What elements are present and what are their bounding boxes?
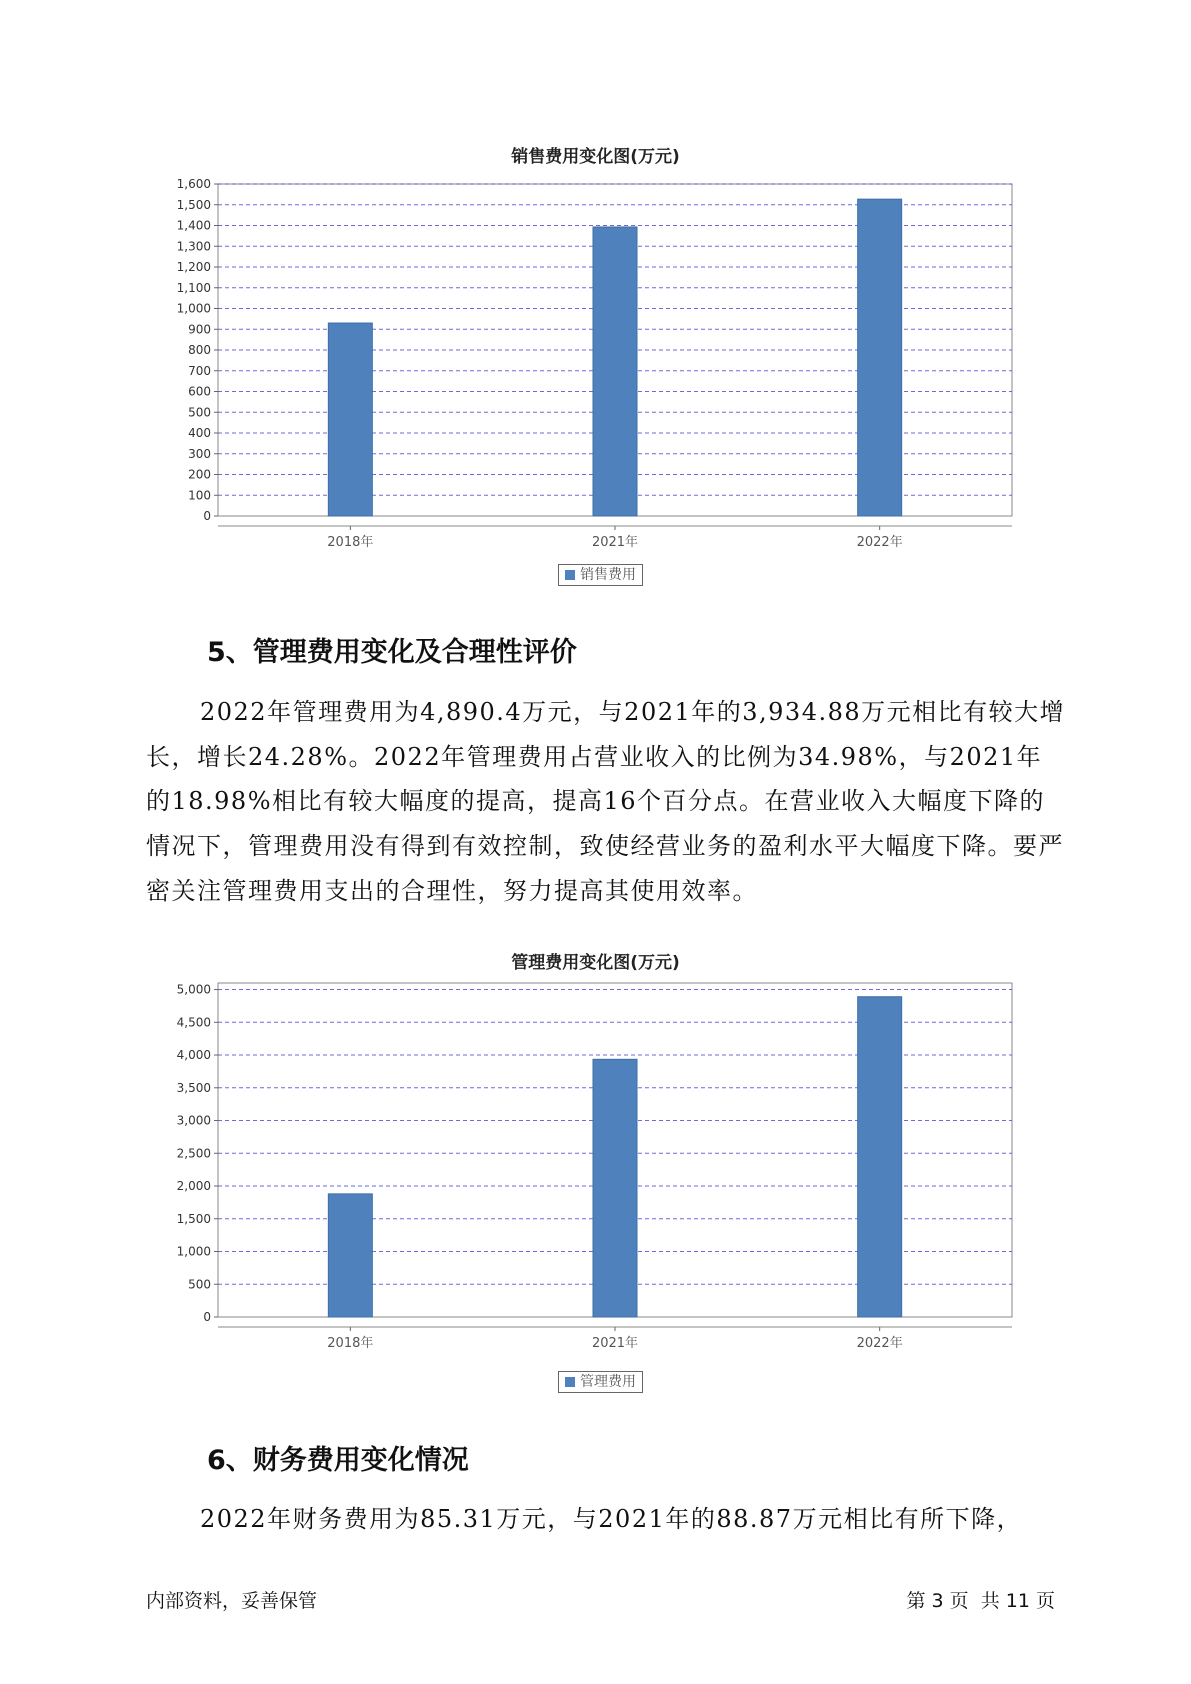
y-tick-label: 0 — [203, 1310, 211, 1324]
x-tick-label: 2022年 — [856, 1336, 903, 1351]
y-tick-label: 1,200 — [176, 260, 211, 274]
chart1-title: 销售费用变化图(万元) — [511, 147, 680, 167]
section5-paragraph: 2022年管理费用为4,890.4万元，与2021年的3,934.88万元相比有较大增长，增长24.28%。2022年管理费用占营业收入的比例为34.98%，与2021年的18.98%相比有较大幅度的提高，提高16个百分点。在营业收入大幅度下降的情况下，管理费用没有得到有效控制，致使经营业务的盈利水平大幅度下降。要严密关注管理费用支出的合理性，努力提高其使用效率。 — [146, 698, 1066, 905]
y-tick-label: 0 — [203, 509, 211, 523]
y-tick-label: 600 — [188, 384, 211, 399]
chart2-legend-label: 管理费用 — [580, 1374, 636, 1390]
y-tick-label: 1,500 — [176, 197, 211, 212]
chart1-legend-label: 销售费用 — [580, 567, 636, 583]
footer-page-number: 第 3 页 共 11 页 — [906, 1590, 1055, 1612]
y-tick-label: 500 — [188, 1277, 211, 1292]
y-tick-label: 300 — [188, 446, 211, 461]
y-tick-label: 1,300 — [176, 239, 211, 254]
bar-2018年 — [328, 1194, 372, 1317]
y-tick-label: 800 — [188, 343, 211, 357]
x-tick-label: 2018年 — [327, 535, 374, 550]
y-tick-label: 5,000 — [176, 982, 211, 997]
y-tick-label: 4,000 — [176, 1048, 211, 1063]
x-tick-label: 2021年 — [591, 535, 639, 550]
y-tick-label: 2,500 — [176, 1146, 211, 1161]
y-tick-label: 2,000 — [176, 1179, 211, 1194]
x-tick-label: 2021年 — [591, 1336, 639, 1351]
y-tick-label: 1,100 — [176, 280, 211, 295]
y-tick-label: 1,600 — [176, 177, 211, 191]
y-tick-label: 200 — [188, 467, 211, 482]
y-tick-label: 1,000 — [176, 301, 211, 316]
y-tick-label: 900 — [188, 322, 211, 337]
x-tick-label: 2022年 — [856, 535, 903, 550]
y-tick-label: 500 — [188, 405, 211, 420]
bar-2022年 — [858, 997, 902, 1317]
y-tick-label: 1,400 — [176, 218, 211, 233]
y-tick-label: 3,000 — [176, 1113, 211, 1128]
y-tick-label: 3,500 — [176, 1080, 211, 1095]
section6-paragraph: 2022年财务费用为85.31万元，与2021年的88.87万元相比有所下降， — [200, 1505, 1023, 1533]
section5-heading: 5、管理费用变化及合理性评价 — [207, 637, 577, 668]
x-tick-label: 2018年 — [327, 1336, 374, 1351]
y-tick-label: 1,500 — [176, 1211, 211, 1226]
y-tick-label: 700 — [188, 363, 211, 378]
y-tick-label: 1,000 — [176, 1244, 211, 1259]
section6-heading: 6、财务费用变化情况 — [207, 1445, 469, 1476]
legend-swatch — [565, 1377, 575, 1387]
y-tick-label: 400 — [188, 426, 211, 440]
footer-left: 内部资料，妥善保管 — [146, 1590, 318, 1612]
bar-2021年 — [593, 1059, 637, 1317]
chart2-legend — [558, 1371, 643, 1393]
y-tick-label: 4,500 — [176, 1015, 211, 1030]
chart2-title: 管理费用变化图(万元) — [511, 953, 680, 973]
y-tick-label: 100 — [188, 488, 211, 503]
